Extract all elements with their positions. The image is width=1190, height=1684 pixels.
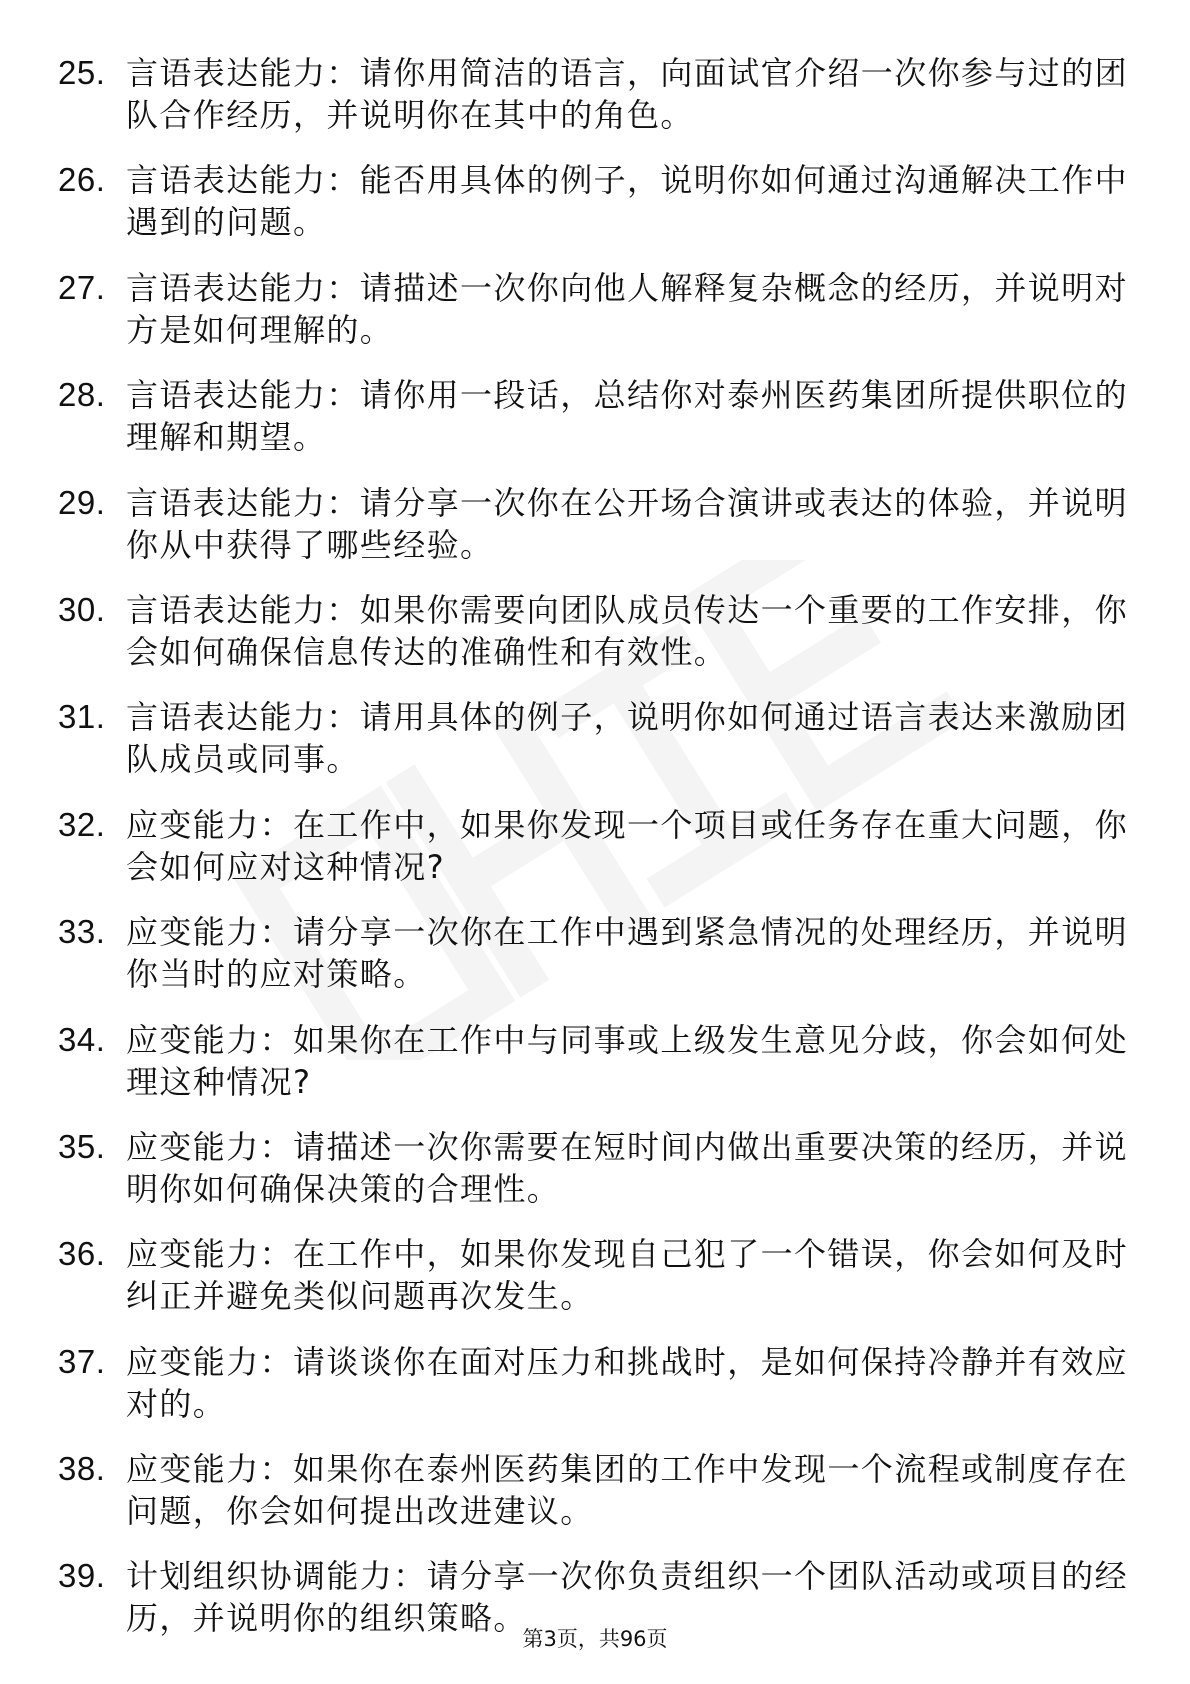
question-text: 言语表达能力：如果你需要向团队成员传达一个重要的工作安排，你会如何确保信息传达的准确性和有效性。 xyxy=(126,590,1129,671)
list-item xyxy=(58,696,1128,780)
question-number: 35. xyxy=(58,1127,106,1165)
list-item xyxy=(58,1448,1128,1532)
question-text: 言语表达能力：请用具体的例子，说明你如何通过语言表达来激励团队成员或同事。 xyxy=(126,698,1129,779)
question-number: 25. xyxy=(58,54,106,91)
question-text: 应变能力：在工作中，如果你发现一个项目或任务存在重大问题，你会如何应对这种情况? xyxy=(126,805,1129,886)
list-item xyxy=(58,1233,1128,1317)
question-number: 31. xyxy=(58,698,106,736)
list-item xyxy=(58,267,1128,351)
list-item xyxy=(58,374,1128,458)
question-text: 应变能力：如果你在工作中与同事或上级发生意见分歧，你会如何处理这种情况? xyxy=(126,1020,1129,1101)
question-text: 言语表达能力：请描述一次你向他人解释复杂概念的经历，并说明对方是如何理解的。 xyxy=(126,268,1129,349)
question-number: 36. xyxy=(58,1235,106,1273)
question-number: 32. xyxy=(58,805,106,843)
question-number: 39. xyxy=(58,1557,106,1595)
page-number: 第3页，共96页 xyxy=(522,1627,668,1651)
question-text: 应变能力：如果你在泰州医药集团的工作中发现一个流程或制度存在问题，你会如何提出改进建议。 xyxy=(126,1450,1129,1531)
list-item xyxy=(58,159,1128,243)
question-text: 应变能力：请分享一次你在工作中遇到紧急情况的处理经历，并说明你当时的应对策略。 xyxy=(126,913,1129,994)
question-number: 37. xyxy=(58,1342,106,1380)
question-number: 26. xyxy=(58,161,106,199)
list-item xyxy=(58,52,1128,136)
question-number: 30. xyxy=(58,590,106,628)
question-number: 33. xyxy=(58,913,106,951)
question-list xyxy=(58,52,1128,1663)
question-text: 言语表达能力：请分享一次你在公开场合演讲或表达的体验，并说明你从中获得了哪些经验。 xyxy=(126,483,1129,564)
question-text: 应变能力：请谈谈你在面对压力和挑战时，是如何保持冷静并有效应对的。 xyxy=(126,1342,1129,1423)
question-number: 27. xyxy=(58,268,106,306)
question-number: 28. xyxy=(58,376,106,414)
question-text: 应变能力：在工作中，如果你发现自己犯了一个错误，你会如何及时纠正并避免类似问题再次发生。 xyxy=(126,1235,1129,1316)
list-item xyxy=(58,482,1128,566)
list-item xyxy=(58,1019,1128,1103)
question-text: 言语表达能力：请你用一段话，总结你对泰州医药集团所提供职位的理解和期望。 xyxy=(126,376,1129,457)
question-text: 计划组织协调能力：请分享一次你负责组织一个团队活动或项目的经历，并说明你的组织策略。 xyxy=(126,1557,1129,1638)
list-item xyxy=(58,589,1128,673)
question-number: 34. xyxy=(58,1020,106,1058)
list-item xyxy=(58,1126,1128,1210)
question-number: 29. xyxy=(58,483,106,521)
question-number: 38. xyxy=(58,1450,106,1488)
list-item xyxy=(58,804,1128,888)
list-item xyxy=(58,1341,1128,1425)
list-item xyxy=(58,911,1128,995)
question-text: 言语表达能力：能否用具体的例子，说明你如何通过沟通解决工作中遇到的问题。 xyxy=(126,161,1129,242)
question-text: 应变能力：请描述一次你需要在短时间内做出重要决策的经历，并说明你如何确保决策的合理性。 xyxy=(126,1127,1129,1208)
page-footer xyxy=(0,1625,1190,1653)
question-text: 言语表达能力：请你用简洁的语言，向面试官介绍一次你参与过的团队合作经历，并说明你在其中的角色。 xyxy=(126,54,1129,134)
